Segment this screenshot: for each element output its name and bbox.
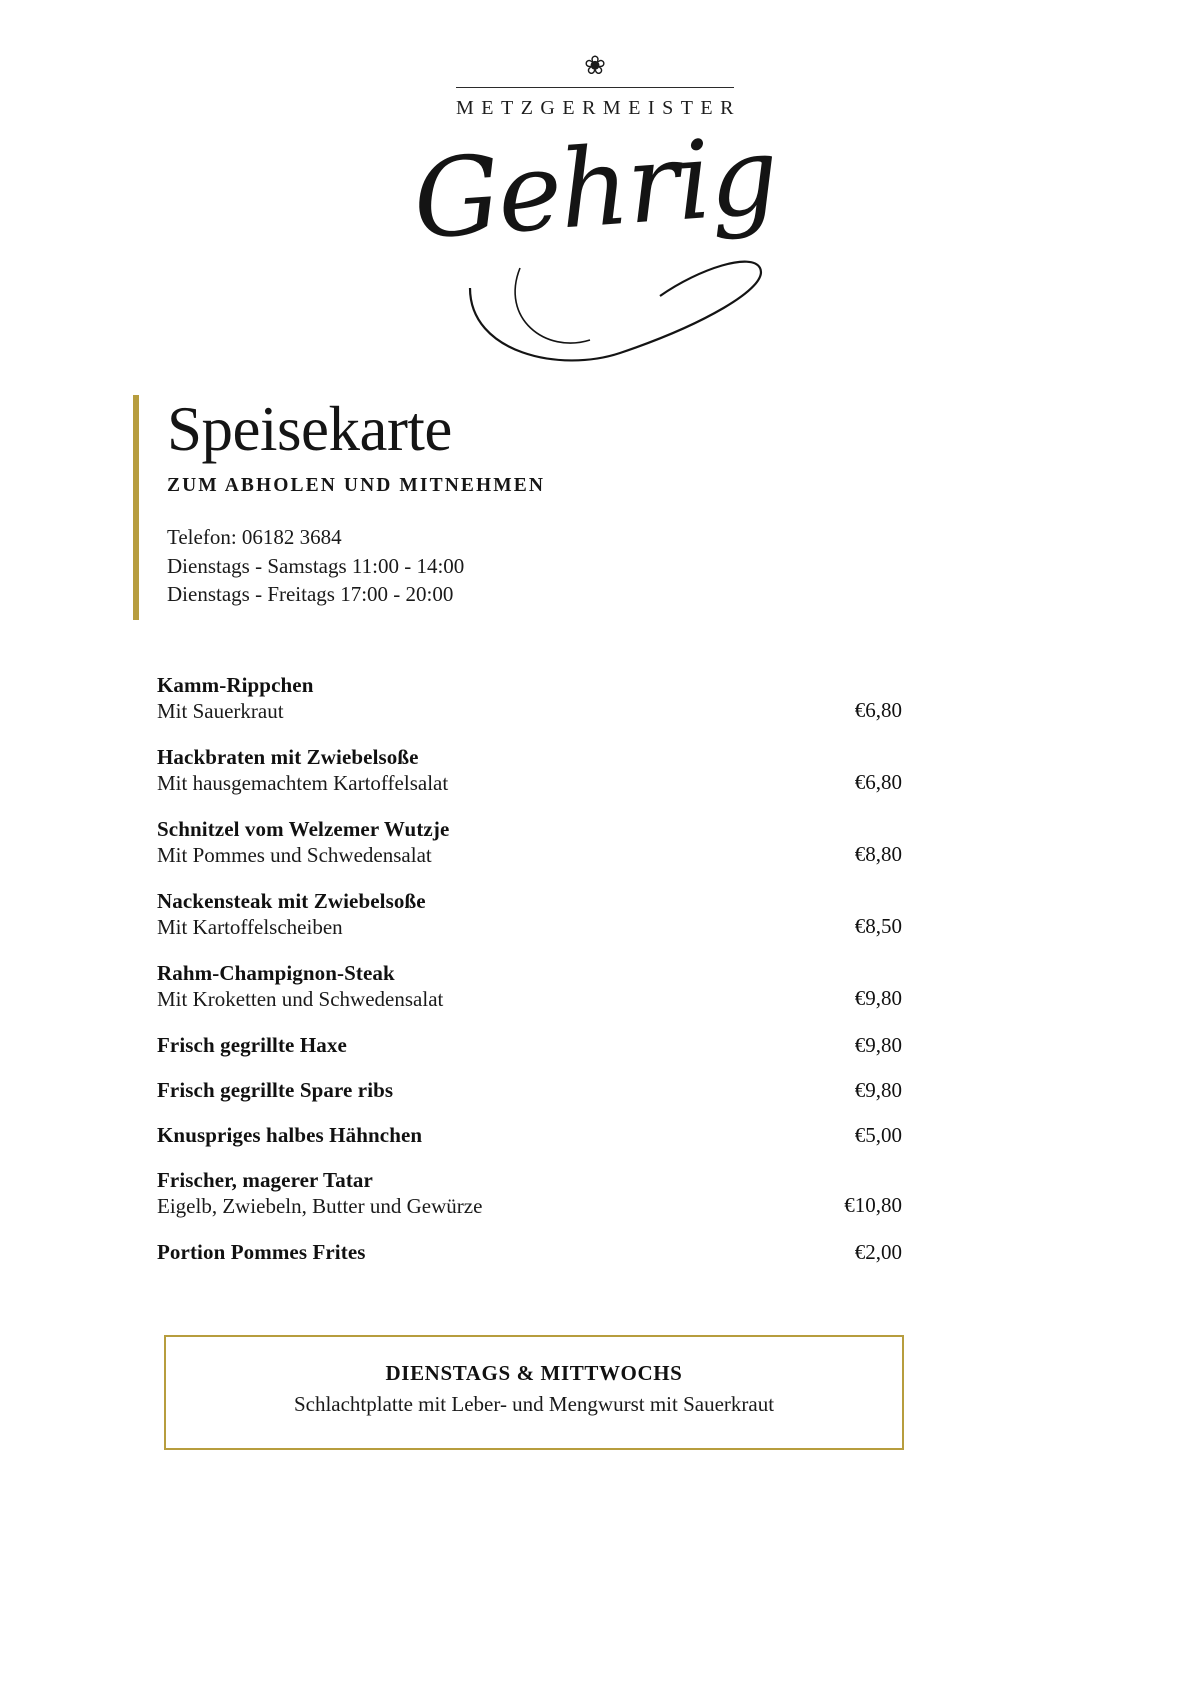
special-description: Schlachtplatte mit Leber- und Mengwurst mit Sauerkraut bbox=[293, 1392, 775, 1416]
list-item bbox=[157, 1239, 902, 1265]
item-price: €2,00 bbox=[854, 1240, 902, 1264]
list-item bbox=[157, 1032, 902, 1058]
hours-line-1: Dienstags - Samstags 11:00 - 14:00 bbox=[167, 553, 465, 578]
page-title: Speisekarte bbox=[167, 394, 452, 464]
phone-line: Telefon: 06182 3684 bbox=[167, 525, 342, 549]
page-subtitle: ZUM ABHOLEN UND MITNEHMEN bbox=[167, 475, 546, 496]
item-price: €8,50 bbox=[854, 914, 902, 938]
brand-logo bbox=[0, 51, 1190, 264]
list-item bbox=[157, 888, 902, 941]
item-description: Mit Kartoffelscheiben bbox=[157, 915, 343, 939]
list-item bbox=[157, 1122, 902, 1148]
item-price: €9,80 bbox=[854, 986, 902, 1010]
item-price: €9,80 bbox=[854, 1033, 902, 1057]
item-description: Eigelb, Zwiebeln, Butter und Gewürze bbox=[157, 1194, 483, 1218]
list-item bbox=[157, 744, 902, 797]
hours-line-2: Dienstags - Freitags 17:00 - 20:00 bbox=[167, 582, 454, 606]
item-name: Schnitzel vom Welzemer Wutzje bbox=[157, 817, 450, 841]
item-price: €6,80 bbox=[854, 698, 902, 722]
item-name: Knuspriges halbes Hähnchen bbox=[157, 1123, 423, 1147]
fleur-de-lis-icon: ❀ bbox=[584, 51, 606, 80]
item-description: Mit Sauerkraut bbox=[157, 699, 284, 723]
logo-wordmark: Gehrig bbox=[409, 113, 781, 264]
item-name: Frischer, magerer Tatar bbox=[157, 1168, 373, 1192]
special-title: DIENSTAGS & MITTWOCHS bbox=[385, 1361, 683, 1385]
item-description: Mit Pommes und Schwedensalat bbox=[157, 843, 432, 867]
item-name: Frisch gegrillte Haxe bbox=[157, 1033, 347, 1057]
item-price: €10,80 bbox=[844, 1193, 902, 1217]
item-description: Mit Kroketten und Schwedensalat bbox=[157, 987, 444, 1011]
item-description: Mit hausgemachtem Kartoffelsalat bbox=[157, 771, 449, 795]
list-item bbox=[157, 960, 902, 1013]
item-price: €5,00 bbox=[854, 1123, 902, 1147]
list-item bbox=[157, 672, 902, 725]
item-name: Rahm-Champignon-Steak bbox=[157, 961, 395, 985]
contact-info bbox=[167, 523, 933, 609]
weekly-special-box bbox=[164, 1335, 904, 1450]
list-item bbox=[157, 816, 902, 869]
item-name: Kamm-Rippchen bbox=[157, 673, 314, 697]
title-block bbox=[133, 395, 933, 620]
item-name: Nackensteak mit Zwiebelsoße bbox=[157, 889, 426, 913]
item-name: Frisch gegrillte Spare ribs bbox=[157, 1078, 394, 1102]
item-price: €8,80 bbox=[854, 842, 902, 866]
item-name: Portion Pommes Frites bbox=[157, 1240, 366, 1264]
logo-divider bbox=[456, 87, 734, 88]
list-item bbox=[157, 1077, 902, 1103]
item-price: €6,80 bbox=[854, 770, 902, 794]
item-name: Hackbraten mit Zwiebelsoße bbox=[157, 745, 419, 769]
menu-list bbox=[157, 672, 902, 1284]
logo-eyebrow: METZGERMEISTER bbox=[456, 97, 741, 119]
item-price: €9,80 bbox=[854, 1078, 902, 1102]
list-item bbox=[157, 1167, 902, 1220]
